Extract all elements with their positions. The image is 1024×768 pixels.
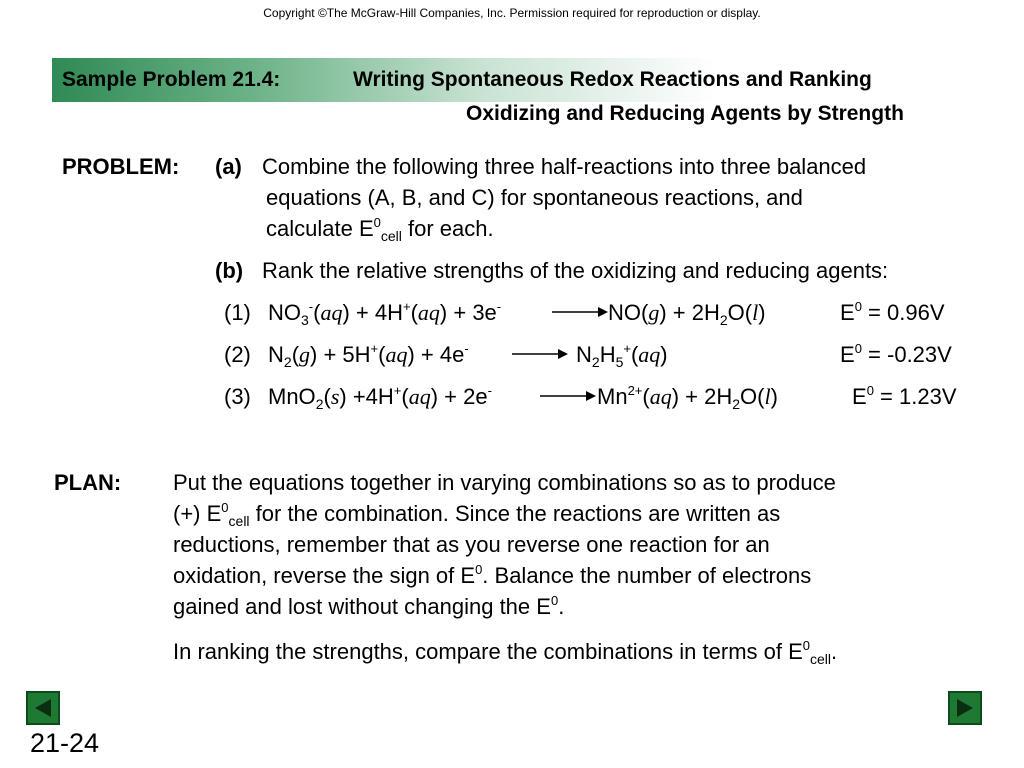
triangle-left-icon [32, 697, 54, 719]
slide-number: 21-24 [30, 728, 100, 758]
reaction-2-arrow [512, 347, 568, 361]
plan-line-1: Put the equations together in varying combinations so as to produce [173, 470, 836, 495]
reaction-2-potential: $E^0 = -0.23V$ [840, 341, 952, 367]
reaction-2-products: $N_2H_5^+(aq)$ [576, 341, 668, 370]
reaction-3-products: $Mn^{2+}(aq) + 2H_2O(l)$ [597, 383, 778, 412]
plan-line-4: oxidation, reverse the sign of $E^0$. Balance the number of electrons [173, 562, 812, 588]
reaction-1-arrow [552, 305, 608, 319]
reaction-3-reactants: MnO$_2$(s) +4H+(aq) + 2e- [268, 383, 492, 412]
reaction-3-potential: $E^0 = 1.23V$ [852, 383, 957, 409]
title-line-1: Writing Spontaneous Redox Reactions and Ranking [353, 68, 872, 91]
reaction-1-products: $NO(g) + 2H_2O(l)$ [608, 300, 766, 328]
reaction-2-reactants: $N_2(g) + 5H^+(aq) + 4e^-$ [268, 341, 469, 370]
reaction-1-potential: $E^0 = 0.96V$ [840, 299, 945, 325]
part-a-label: (a) [215, 154, 242, 179]
next-slide-button[interactable] [948, 691, 982, 725]
part-a-line-2: equations (A, B, and C) for spontaneous reactions, and [266, 185, 803, 210]
plan-heading: PLAN: [54, 470, 122, 495]
triangle-right-icon [954, 697, 976, 719]
plan-ranking-line: In ranking the strengths, compare the combinations in terms of $E^0_{cell}$. [173, 638, 838, 667]
part-b-text: Rank the relative strengths of the oxidizing and reducing agents: [262, 258, 889, 283]
problem-heading: PROBLEM: [62, 154, 180, 179]
reaction-2-number: (2) [224, 342, 251, 367]
reaction-3-arrow [540, 389, 596, 403]
copyright-notice: Copyright ©The McGraw-Hill Companies, Inc. Permission required for reproduction or display. [263, 6, 761, 20]
part-b-label: (b) [215, 258, 244, 283]
part-a-line-1: Combine the following three half-reactions into three balanced [262, 154, 867, 179]
part-a-line-3: calculate $E^0_{cell}$ for each. [266, 215, 494, 244]
plan-line-5: gained and lost without changing the $E^0$. [173, 593, 565, 619]
reaction-1-number: (1) [224, 300, 251, 325]
reaction-1-reactants: $NO_3^-(aq) + 4H^+(aq) + 3e^-$ [268, 299, 502, 328]
reaction-3-number: (3) [224, 384, 251, 409]
plan-line-3: reductions, remember that as you reverse one reaction for an [173, 532, 770, 557]
previous-slide-button[interactable] [26, 691, 60, 725]
title-line-2: Oxidizing and Reducing Agents by Strength [466, 102, 904, 125]
sample-problem-label: Sample Problem 21.4: [62, 68, 281, 91]
plan-line-2: (+) $E^0_{cell}$ for the combination. Since the reactions are written as [173, 500, 781, 529]
